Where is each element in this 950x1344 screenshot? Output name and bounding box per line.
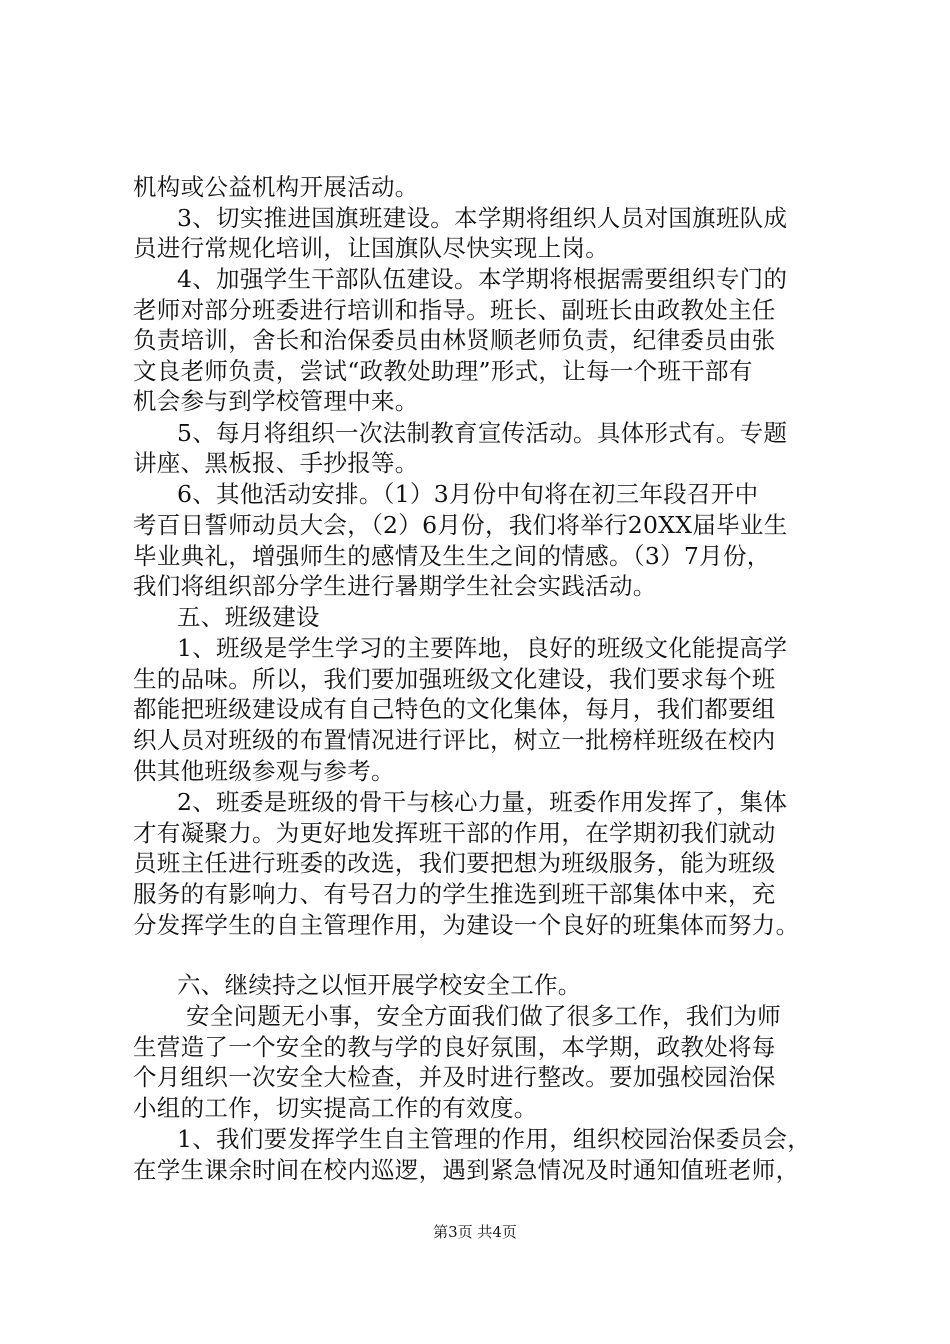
section-heading: 六、继续持之以恒开展学校安全工作。 — [177, 971, 582, 999]
text-line: 毕业典礼，增强师生的感情及生生之间的情感。（3）7月份， — [133, 542, 771, 570]
text-line: 安全问题无小事，安全方面我们做了很多工作，我们为师 — [186, 1002, 781, 1030]
text-line: 供其他班级参观与参考。 — [133, 757, 395, 785]
text-line: 我们将组织部分学生进行暑期学生社会实践活动。 — [133, 572, 657, 600]
text-line: 织人员对班级的布置情况进行评比，树立一批榜样班级在校内 — [133, 726, 776, 754]
text-line: 老师对部分班委进行培训和指导。班长、副班长由政教处主任 — [133, 296, 776, 324]
text-line: 4、加强学生干部队伍建设。本学期将根据需要组织专门的 — [177, 265, 788, 293]
text-line: 分发挥学生的自主管理作用，为建设一个良好的班集体而努力。 — [133, 911, 800, 939]
text-line: 1、我们要发挥学生自主管理的作用，组织校园治保委员会， — [177, 1125, 812, 1153]
text-line: 员进行常规化培训，让国旗队尽快实现上岗。 — [133, 234, 609, 262]
text-line: 生的品味。所以，我们要加强班级文化建设，我们要求每个班 — [133, 665, 776, 693]
text-line: 讲座、黑板报、手抄报等。 — [133, 449, 419, 477]
page-number: 第3页 共4页 — [433, 1223, 517, 1241]
text-line: 3、切实推进国旗班建设。本学期将组织人员对国旗班队成 — [177, 204, 788, 232]
text-line: 机会参与到学校管理中来。 — [133, 387, 419, 415]
text-line: 小组的工作，切实提高工作的有效度。 — [133, 1094, 538, 1122]
text-line: 机构或公益机构开展活动。 — [133, 173, 419, 201]
text-line: 考百日誓师动员大会，（2）6月份，我们将举行20XX届毕业生 — [133, 511, 788, 539]
text-line: 在学生课余时间在校内巡逻，遇到紧急情况及时通知值班老师， — [133, 1156, 800, 1184]
text-line: 5、每月将组织一次法制教育宣传活动。具体形式有。专题 — [177, 419, 788, 447]
text-line: 1、班级是学生学习的主要阵地，良好的班级文化能提高学 — [177, 634, 788, 662]
text-line: 员班主任进行班委的改选，我们要把想为班级服务，能为班级 — [133, 849, 776, 877]
section-heading: 五、班级建设 — [177, 603, 320, 631]
text-line: 个月组织一次安全大检查，并及时进行整改。要加强校园治保 — [133, 1063, 776, 1091]
text-line: 生营造了一个安全的教与学的良好氛围，本学期，政教处将每 — [133, 1033, 776, 1061]
text-line: 才有凝聚力。为更好地发挥班干部的作用，在学期初我们就动 — [133, 819, 776, 847]
text-line: 文良老师负责，尝试“政教处助理”形式，让每一个班干部有 — [133, 357, 753, 385]
text-line: 都能把班级建设成有自己特色的文化集体，每月，我们都要组 — [133, 695, 776, 723]
text-line: 6、其他活动安排。（1）3月份中旬将在初三年段召开中 — [177, 480, 759, 508]
text-line: 2、班委是班级的骨干与核心力量，班委作用发挥了，集体 — [177, 788, 788, 816]
text-line: 负责培训，舍长和治保委员由林贤顺老师负责，纪律委员由张 — [133, 326, 776, 354]
text-line: 服务的有影响力、有号召力的学生推选到班干部集体中来，充 — [133, 880, 776, 908]
